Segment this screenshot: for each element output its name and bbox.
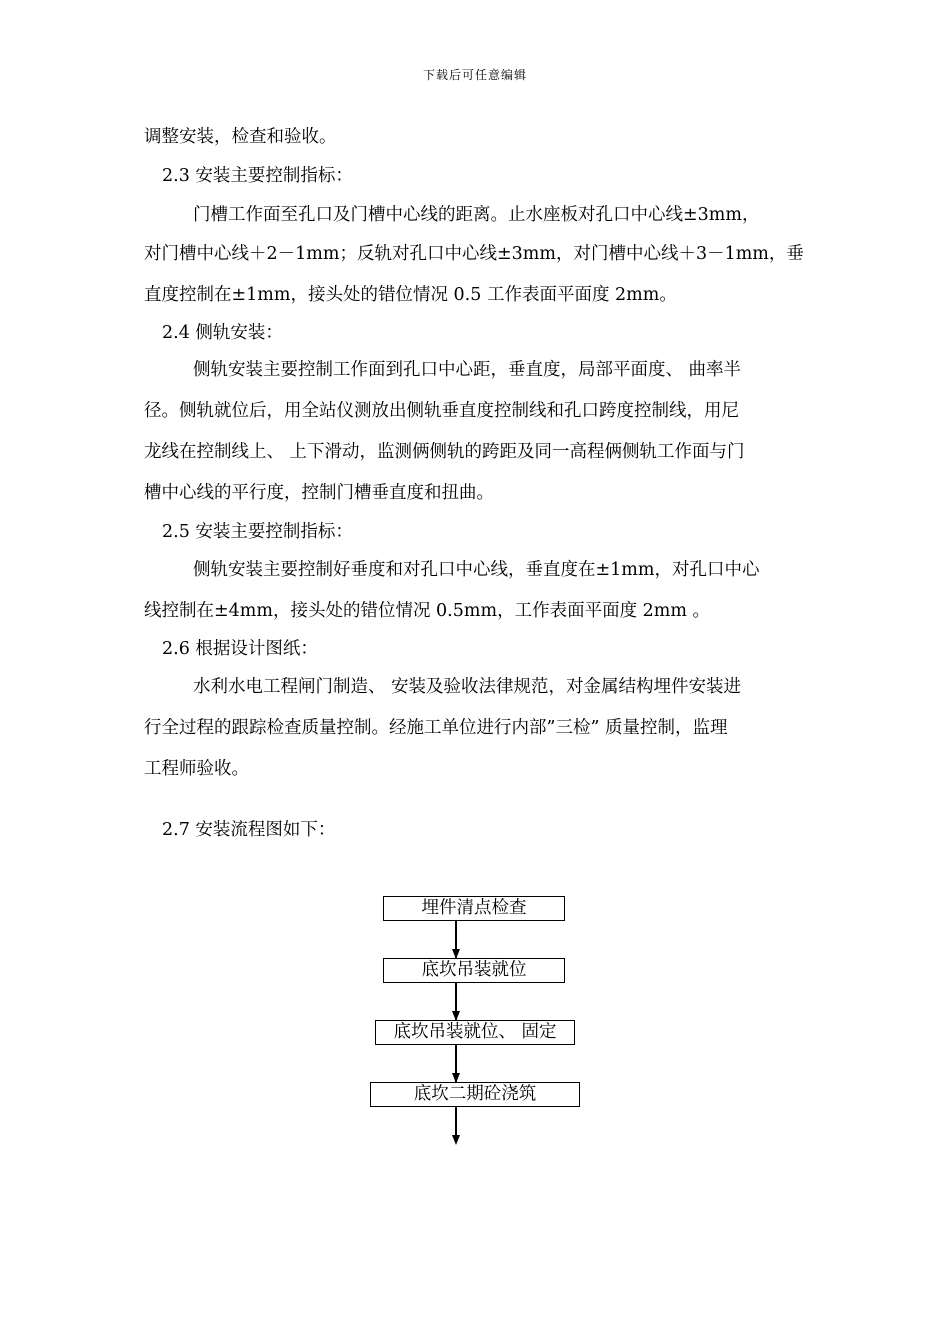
- flow-step-1: 埋件清点检查: [383, 896, 565, 921]
- paragraph-line: 侧轨安装主要控制好垂度和对孔口中心线，垂直度在±1mm，对孔口中心: [193, 560, 760, 580]
- paragraph-line: 行全过程的跟踪检查质量控制。经施工单位进行内部”三检” 质量控制，监理: [144, 718, 728, 738]
- page-header-note: 下载后可任意编辑: [422, 68, 527, 82]
- section-heading-2-7: 2.7 安装流程图如下：: [162, 820, 336, 840]
- section-heading-2-3: 2.3 安装主要控制指标：: [162, 166, 353, 186]
- paragraph-line: 龙线在控制线上、 上下滑动，监测俩侧轨的跨距及同一高程俩侧轨工作面与门: [144, 442, 745, 462]
- flow-arrow-head: [452, 1135, 460, 1145]
- paragraph-line: 槽中心线的平行度，控制门槽垂直度和扭曲。: [144, 483, 494, 503]
- paragraph-line: 工程师验收。: [144, 759, 249, 779]
- paragraph-line: 径。侧轨就位后，用全站仪测放出侧轨垂直度控制线和孔口跨度控制线，用尼: [144, 401, 739, 421]
- flow-step-3: 底坎吊装就位、 固定: [375, 1020, 575, 1045]
- section-heading-2-6: 2.6 根据设计图纸：: [162, 639, 318, 659]
- paragraph-line: 水利水电工程闸门制造、 安装及验收法律规范，对金属结构埋件安装进: [193, 677, 742, 697]
- paragraph-line: 线控制在±4mm，接头处的错位情况 0.5mm，工作表面平面度 2mm 。: [144, 601, 711, 621]
- flow-arrow: [455, 1107, 457, 1137]
- paragraph-line: 直度控制在±1mm，接头处的错位情况 0.5 工作表面平面度 2mm。: [144, 285, 677, 305]
- flow-step-4: 底坎二期砼浇筑: [370, 1082, 580, 1107]
- flow-step-2: 底坎吊装就位: [383, 958, 565, 983]
- paragraph-line: 对门槽中心线＋2－1mm；反轨对孔口中心线±3mm，对门槽中心线＋3－1mm，垂: [144, 244, 804, 264]
- section-heading-2-5: 2.5 安装主要控制指标：: [162, 522, 353, 542]
- paragraph-line: 调整安装，检查和验收。: [144, 127, 337, 147]
- section-heading-2-4: 2.4 侧轨安装：: [162, 323, 283, 343]
- paragraph-line: 门槽工作面至孔口及门槽中心线的距离。止水座板对孔口中心线±3mm，: [193, 205, 760, 225]
- paragraph-line: 侧轨安装主要控制工作面到孔口中心距，垂直度，局部平面度、 曲率半: [193, 360, 742, 380]
